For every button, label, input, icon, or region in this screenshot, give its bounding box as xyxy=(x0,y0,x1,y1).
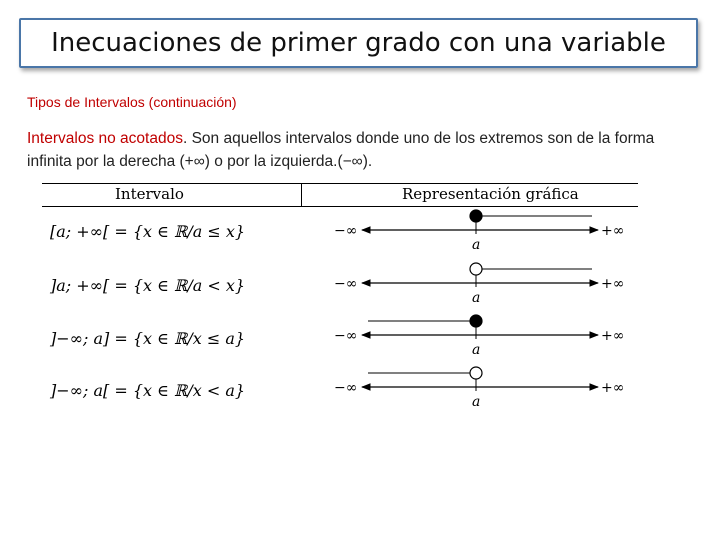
closed-endpoint xyxy=(470,210,482,222)
pos-infinity-label: +∞ xyxy=(601,328,625,344)
intro-text: . Son aquellos intervalos donde uno de los extremos son de la forma infinita por la derecha (+∞) o por la izquierda.(−∞). xyxy=(27,130,655,170)
table-row-formula: ]−∞; a] = {x ∈ ℝ/x ≤ a} xyxy=(50,329,246,348)
table-top-rule xyxy=(42,183,638,184)
table-row-formula: ]a; +∞[ = {x ∈ ℝ/a < x} xyxy=(50,276,246,295)
table-header-interval: Intervalo xyxy=(115,185,184,203)
neg-infinity-label: −∞ xyxy=(334,328,358,344)
table-row-formula: ]−∞; a[ = {x ∈ ℝ/x < a} xyxy=(50,381,246,400)
table-header-graphic: Representación gráfica xyxy=(402,185,579,203)
pos-infinity-label: +∞ xyxy=(601,276,625,292)
open-endpoint xyxy=(470,263,482,275)
point-label: a xyxy=(472,394,481,410)
closed-endpoint xyxy=(470,315,482,327)
open-endpoint xyxy=(470,367,482,379)
intro-term: Intervalos no acotados xyxy=(27,130,183,147)
pos-infinity-label: +∞ xyxy=(601,380,625,396)
neg-infinity-label: −∞ xyxy=(334,276,358,292)
neg-infinity-label: −∞ xyxy=(334,223,358,239)
table-column-separator xyxy=(301,183,302,206)
number-line-graphics xyxy=(330,206,640,416)
intro-paragraph xyxy=(27,127,697,173)
slide-title-text: Inecuaciones de primer grado con una variable xyxy=(51,28,666,58)
neg-infinity-label: −∞ xyxy=(334,380,358,396)
point-label: a xyxy=(472,237,481,253)
slide-title xyxy=(19,18,698,68)
table-row-formula: [a; +∞[ = {x ∈ ℝ/a ≤ x} xyxy=(50,222,246,241)
point-label: a xyxy=(472,342,481,358)
pos-infinity-label: +∞ xyxy=(601,223,625,239)
point-label: a xyxy=(472,290,481,306)
section-subtitle: Tipos de Intervalos (continuación) xyxy=(27,94,237,110)
